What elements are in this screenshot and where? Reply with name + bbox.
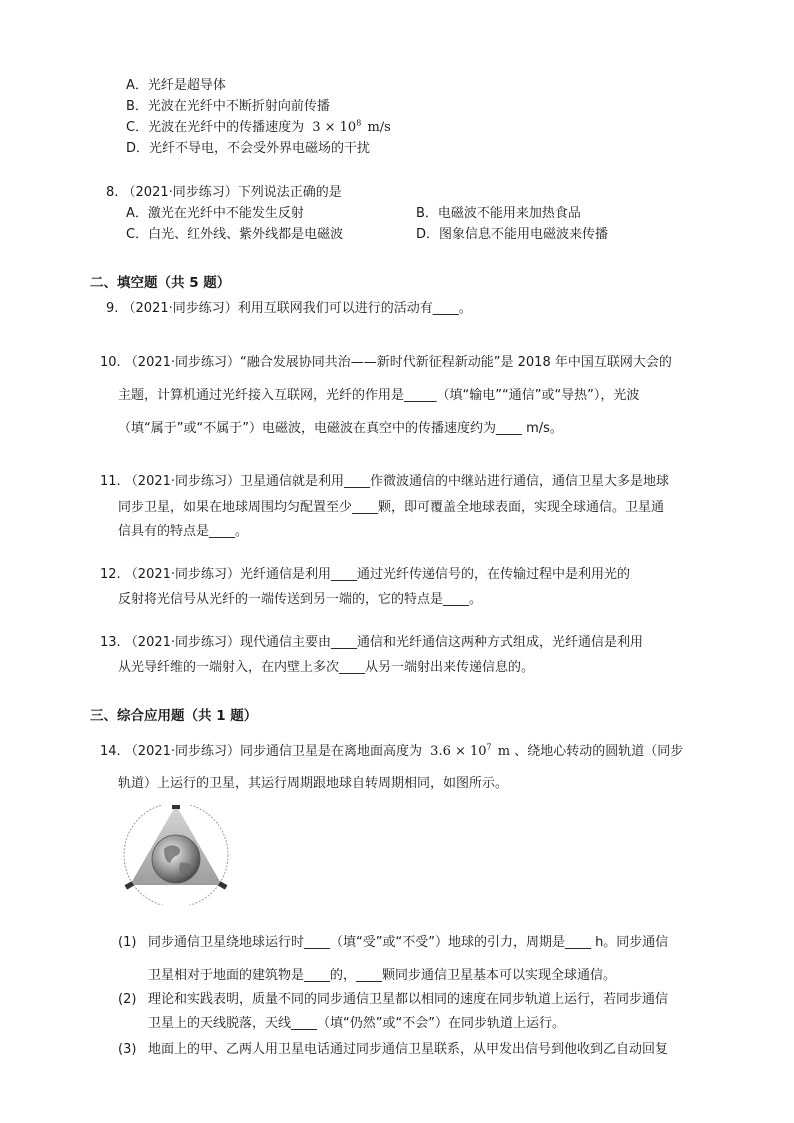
q7-option-d: D．光纤不导电，不会受外界电磁场的干扰 xyxy=(126,141,371,156)
q14-sub2-line-2: 卫星上的天线脱落，天线____（填“仍然”或“不会”）在同步轨道上运行。 xyxy=(148,1016,565,1031)
q10-line-2: 主题，计算机通过光纤接入互联网，光纤的作用是_____（填“输电”“通信”或“导热”），光波 xyxy=(118,388,640,403)
q7-option-a: A．光纤是超导体 xyxy=(126,78,226,93)
q11-line-3: 信具有的特点是____。 xyxy=(118,524,249,539)
q14-sub2-label: (2) xyxy=(118,992,137,1007)
q10-line-3: （填“属于”或“不属于”）电磁波，电磁波在真空中的传播速度约为____ m/s。 xyxy=(118,421,563,436)
q13-line-1: 13. （2021·同步练习）现代通信主要由____通信和光纤通信这两种方式组成，光纤通信是利用 xyxy=(100,635,644,650)
q14-height-exponent: 7 xyxy=(486,742,492,752)
q12-line-1: 12. （2021·同步练习）光纤通信是利用____通过光纤传递信号的，在传输过程中是利用光的 xyxy=(100,567,631,582)
q14-height-number: 3.6 × 10 xyxy=(430,744,487,759)
q7-option-b: B．光波在光纤中不断折射向前传播 xyxy=(126,99,330,114)
q7-option-c-unit: m/s xyxy=(367,120,391,135)
q14-line-2: 轨道）上运行的卫星，其运行周期跟地球自转周期相同，如图所示。 xyxy=(118,776,509,791)
q14-sub3-label: (3) xyxy=(118,1042,137,1057)
q10-line-1: 10. （2021·同步练习）“融合发展协同共治——新时代新征程新动能”是 2018 年中国互联网大会的 xyxy=(100,355,672,370)
satellite-orbit-figure xyxy=(118,805,234,905)
q12-line-2: 反射将光信号从光纤的一端传送到另一端的，它的特点是____。 xyxy=(118,592,483,607)
q11-line-2: 同步卫星，如果在地球周围均匀配置至少____颗，即可覆盖全地球表面，实现全球通信。卫星通 xyxy=(118,500,665,515)
q8-stem: 8. （2021·同步练习）下列说法正确的是 xyxy=(106,185,342,200)
q14-sub1-line-1: 同步通信卫星绕地球运行时____（填“受”或“不受”）地球的引力，周期是____ h。同步通信 xyxy=(148,935,669,950)
q14-line-1 xyxy=(100,742,683,762)
q7-option-c xyxy=(126,118,391,138)
q14-line-1-tail: 、绕地心转动的圆轨道（同步 xyxy=(514,744,684,759)
section-fill-in-title: 二、填空题（共 5 题） xyxy=(90,275,231,291)
q8-option-d: D．图象信息不能用电磁波来传播 xyxy=(416,227,609,242)
satellite-icon xyxy=(172,805,180,809)
q8-option-c: C．白光、红外线、紫外线都是电磁波 xyxy=(126,227,344,242)
q7-option-c-number: 3 × 10 xyxy=(312,120,357,135)
q7-option-c-text: C．光波在光纤中的传播速度为 xyxy=(126,120,305,135)
satellite-orbit-svg xyxy=(118,805,234,905)
earth-icon xyxy=(152,835,200,883)
q14-sub2-line-1: 理论和实践表明，质量不同的同步通信卫星都以相同的速度在同步轨道上运行，若同步通信 xyxy=(148,992,669,1007)
section-application-title: 三、综合应用题（共 1 题） xyxy=(90,708,258,724)
q14-line-1-text: 14. （2021·同步练习）同步通信卫星是在离地面高度为 xyxy=(100,744,423,759)
q14-height-unit: m xyxy=(497,744,511,759)
q7-option-c-exponent: 8 xyxy=(356,118,362,128)
q14-sub1-line-2: 卫星相对于地面的建筑物是____的，____颗同步通信卫星基本可以实现全球通信。 xyxy=(148,968,617,983)
q11-line-1: 11. （2021·同步练习）卫星通信就是利用____作微波通信的中继站进行通信，通信卫星大多是地球 xyxy=(100,474,670,489)
q14-sub3-line-1: 地面上的甲、乙两人用卫星电话通过同步通信卫星联系，从甲发出信号到他收到乙自动回复 xyxy=(148,1042,669,1057)
q14-sub1-label: (1) xyxy=(118,935,137,950)
q9-line-1: 9. （2021·同步练习）利用互联网我们可以进行的活动有____。 xyxy=(106,301,472,316)
q13-line-2: 从光导纤维的一端射入，在内壁上多次____从另一端射出来传递信息的。 xyxy=(118,660,535,675)
q8-option-a: A．激光在光纤中不能发生反射 xyxy=(126,206,304,221)
q8-option-b: B．电磁波不能用来加热食品 xyxy=(416,206,581,221)
